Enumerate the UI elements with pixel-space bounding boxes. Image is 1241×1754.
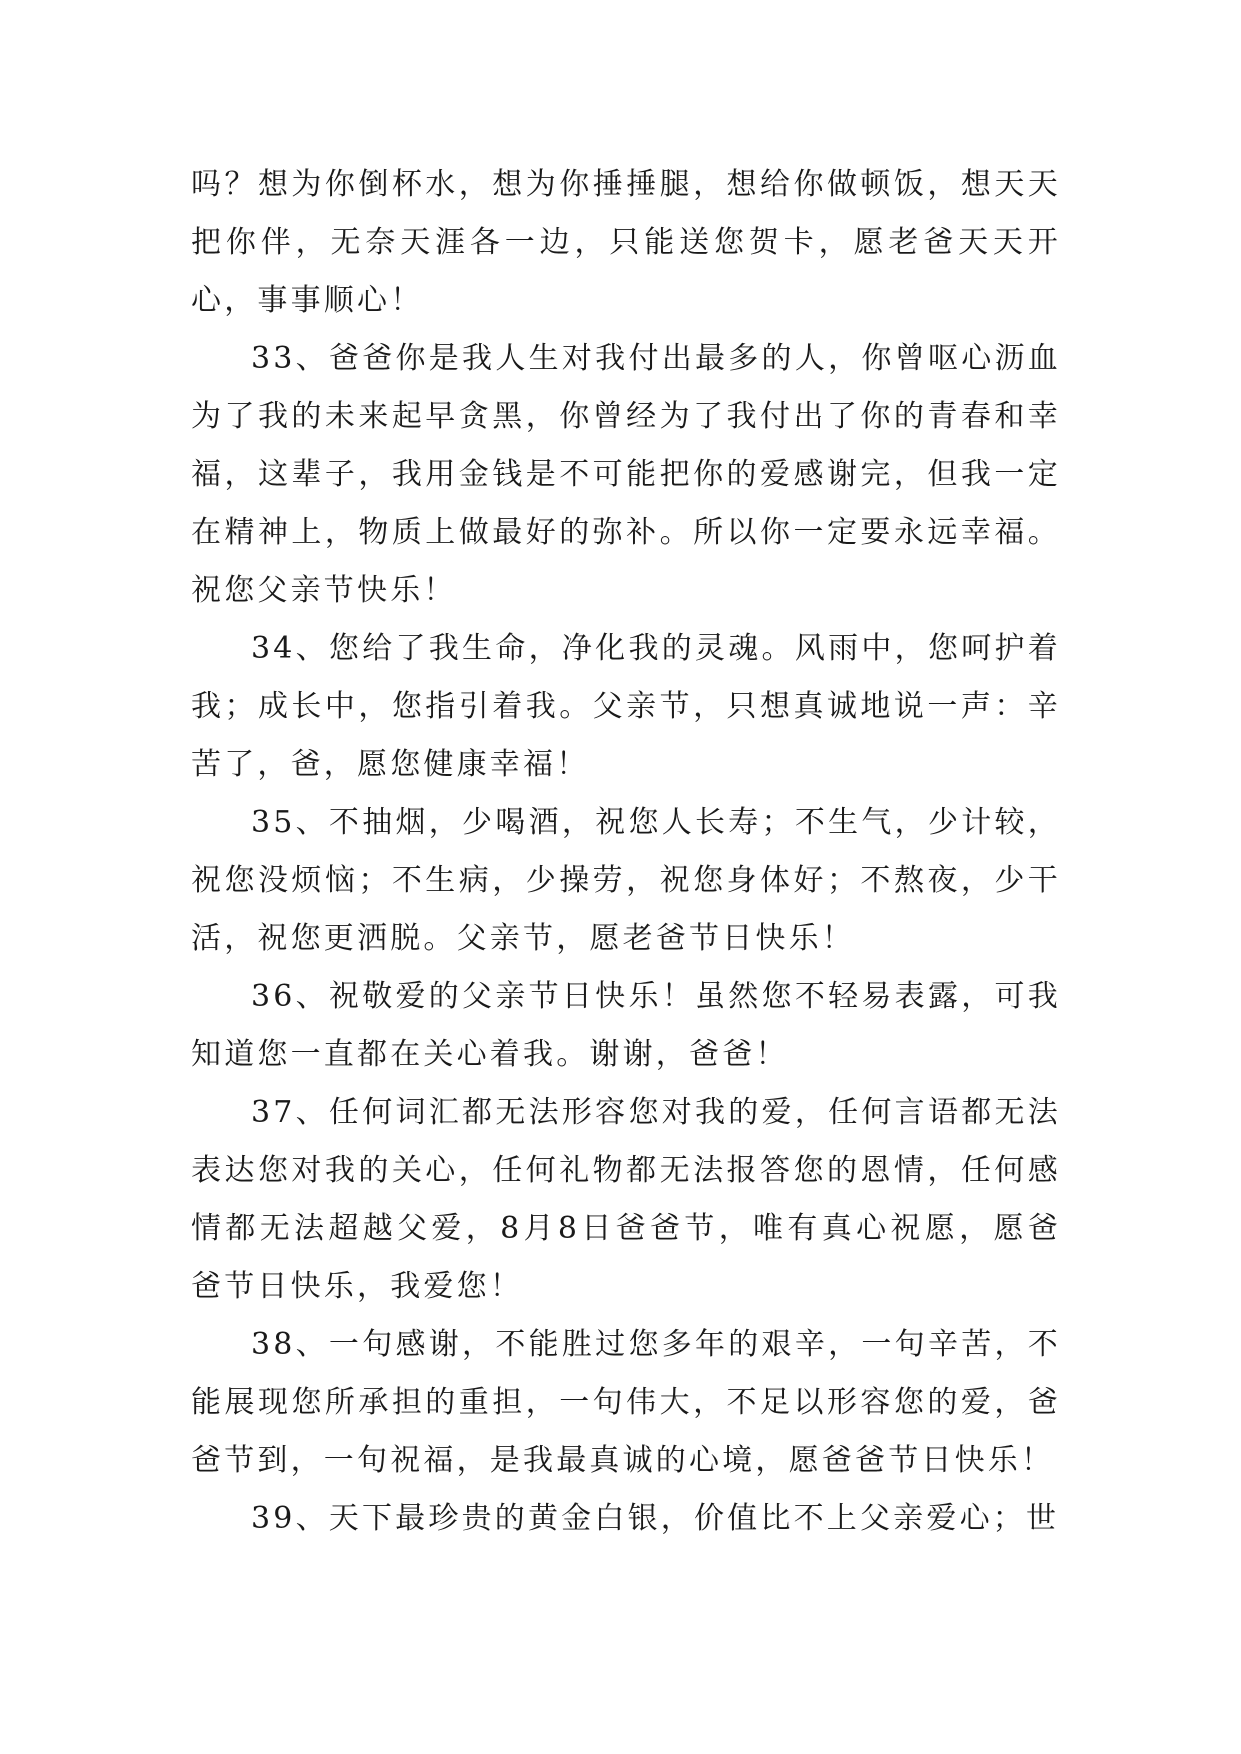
paragraph-39: 39、天下最珍贵的黄金白银，价值比不上父亲爱心；世	[251, 1501, 1060, 1536]
paragraph-35: 35、不抽烟，少喝酒，祝您人长寿；不生气，少计较，祝您没烦恼；不生病，少操劳，祝您身体好；不熬夜，少干活，祝您更洒脱。父亲节，愿老爸节日快乐！	[191, 805, 1061, 956]
paragraph-37: 37、任何词汇都无法形容您对我的爱，任何言语都无法表达您对我的关心，任何礼物都无法报答您的恩情，任何感情都无法超越父爱，8月8日爸爸节，唯有真心祝愿，愿爸爸节日快乐，我爱您！	[191, 1095, 1061, 1304]
paragraph-continuation: 吗？想为你倒杯水，想为你捶捶腿，想给你做顿饭，想天天把你伴，无奈天涯各一边，只能送您贺卡，愿老爸天天开心，事事顺心！	[191, 167, 1061, 318]
paragraph-34: 34、您给了我生命，净化我的灵魂。风雨中，您呵护着我；成长中，您指引着我。父亲节，只想真诚地说一声：辛苦了，爸，愿您健康幸福！	[191, 631, 1061, 782]
document-body	[191, 156, 1061, 1548]
paragraph-36: 36、祝敬爱的父亲节日快乐！虽然您不轻易表露，可我知道您一直都在关心着我。谢谢，爸爸！	[191, 979, 1061, 1072]
paragraph-38: 38、一句感谢，不能胜过您多年的艰辛，一句辛苦，不能展现您所承担的重担，一句伟大，不足以形容您的爱，爸爸节到，一句祝福，是我最真诚的心境，愿爸爸节日快乐！	[191, 1327, 1061, 1478]
paragraph-33: 33、爸爸你是我人生对我付出最多的人，你曾呕心沥血为了我的未来起早贪黑，你曾经为了我付出了你的青春和幸福，这辈子，我用金钱是不可能把你的爱感谢完，但我一定在精神上，物质上做最好的弥补。所以你一定要永远幸福。祝您父亲节快乐！	[191, 341, 1061, 608]
